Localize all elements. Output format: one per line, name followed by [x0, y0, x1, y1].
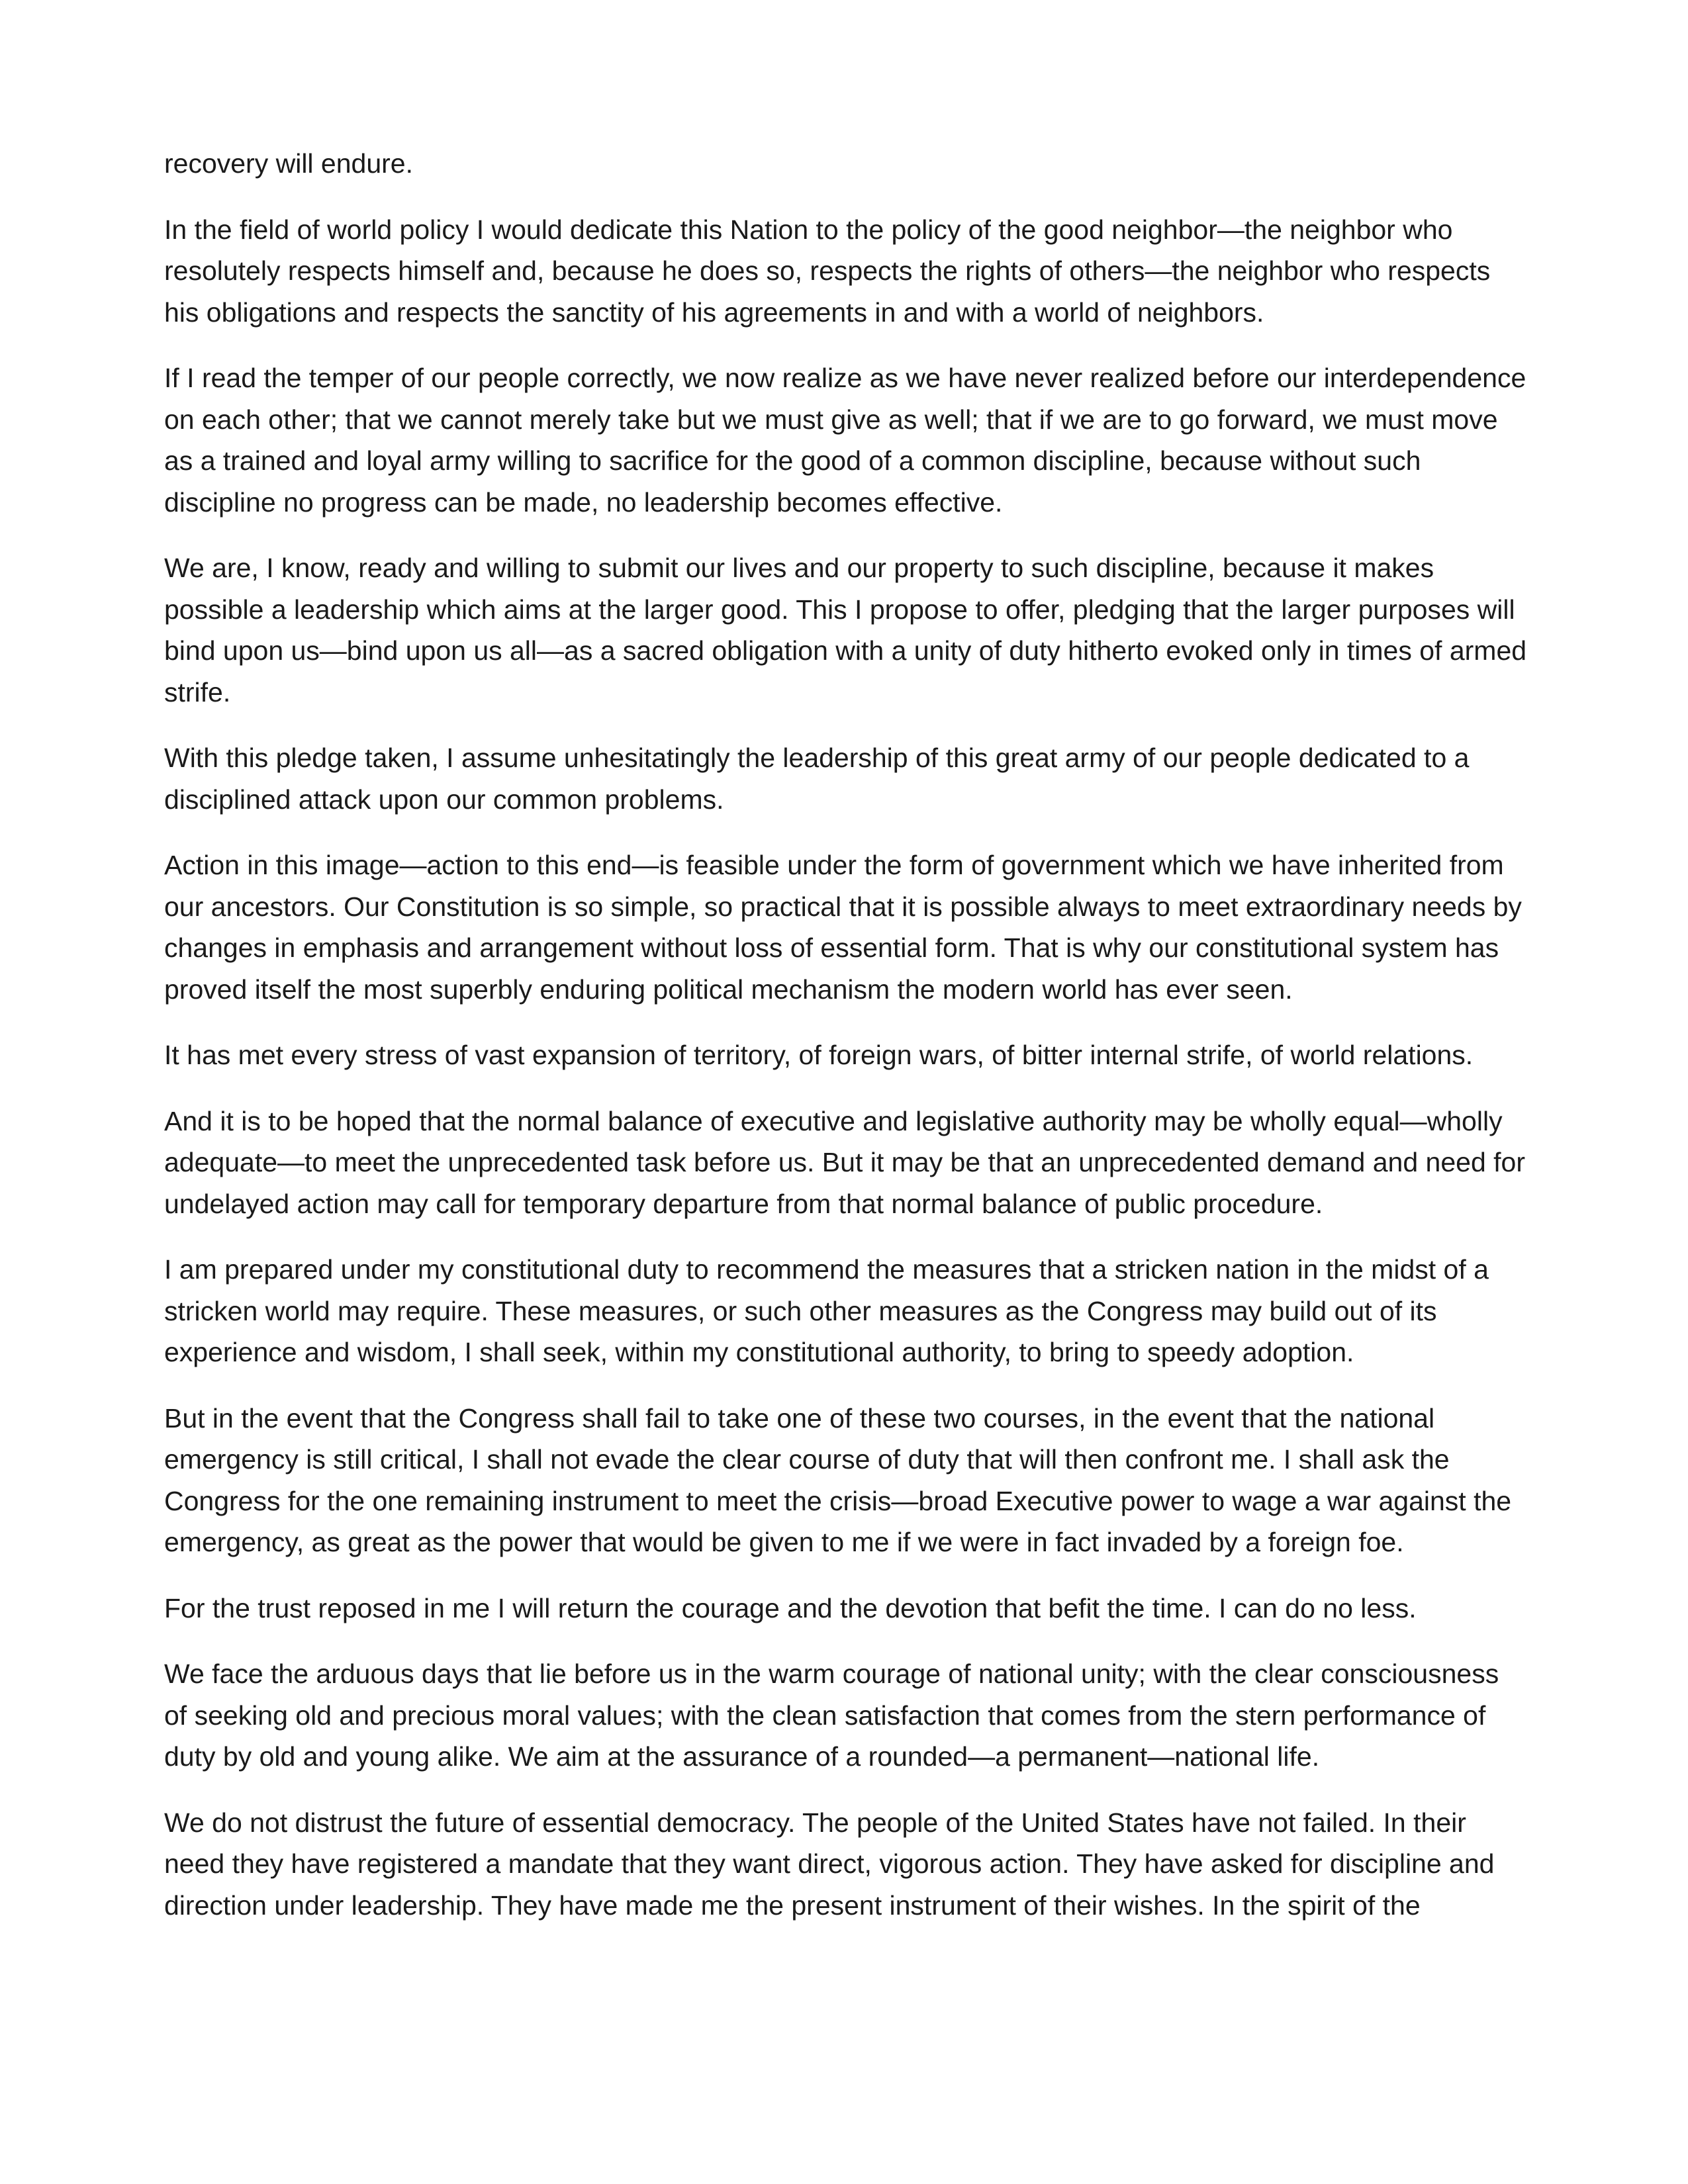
paragraph-1: recovery will endure. — [164, 148, 413, 179]
paragraph-9: I am prepared under my constitutional duty to recommend the measures that a stricken nation in the midst of a stricken world may require. These measures, or such other measures as the Congress may build out of its experience and wisdom, I shall seek, within my constitutional authority, to bring to speedy adoption. — [164, 1254, 1489, 1367]
paragraph-11: For the trust reposed in me I will return the courage and the devotion that befit the time. I can do no less. — [164, 1592, 1417, 1623]
document-body — [164, 143, 1528, 1950]
paragraph-7: It has met every stress of vast expansion of territory, of foreign wars, of bitter internal strife, of world relations. — [164, 1040, 1474, 1070]
paragraph-3: If I read the temper of our people correctly, we now realize as we have never realized before our interdependence on each other; that we cannot merely take but we must give as well; that if we are to go forward, we must move as a trained and loyal army willing to sacrifice for the good of a common discipline, because without such discipline no progress can be made, no leadership becomes effective. — [164, 363, 1526, 518]
paragraph-8: And it is to be hoped that the normal balance of executive and legislative authority may be wholly equal—wholly adequate—to meet the unprecedented task before us. But it may be that an unprecedented demand and need for undelayed action may call for temporary departure from that normal balance of public procedure. — [164, 1105, 1525, 1219]
paragraph-4: We are, I know, ready and willing to submit our lives and our property to such discipline, because it makes possible a leadership which aims at the larger good. This I propose to offer, pledging that the larger purposes will bind upon us—bind upon us all—as a sacred obligation with a unity of duty hitherto evoked only in times of armed strife. — [164, 553, 1527, 707]
paragraph-12: We face the arduous days that lie before us in the warm courage of national unity; with the clear consciousness of seeking old and precious moral values; with the clean satisfaction that comes from the stern performance of duty by old and young alike. We aim at the assurance of a rounded—a permanent—national life. — [164, 1659, 1499, 1772]
paragraph-13: We do not distrust the future of essential democracy. The people of the United States have not failed. In their need they have registered a mandate that they want direct, vigorous action. They have asked for discipline and direction under leadership. They have made me the present instrument of their wishes. In the spirit of the — [164, 1807, 1495, 1921]
paragraph-6: Action in this image—action to this end—is feasible under the form of government which we have inherited from our ancestors. Our Constitution is so simple, so practical that it is possible always to meet extraordinary needs by changes in emphasis and arrangement without loss of essential form. That is why our constitutional system has proved itself the most superbly enduring political mechanism the modern world has ever seen. — [164, 850, 1522, 1005]
paragraph-5: With this pledge taken, I assume unhesitatingly the leadership of this great army of our people dedicated to a disciplined attack upon our common problems. — [164, 743, 1470, 815]
paragraph-10: But in the event that the Congress shall fail to take one of these two courses, in the event that the national emergency is still critical, I shall not evade the clear course of duty that will then confront me. I shall ask the Congress for the one remaining instrument to meet the crisis—broad Executive power to wage a war against the emergency, as great as the power that would be given to me if we were in fact invaded by a foreign foe. — [164, 1402, 1512, 1557]
paragraph-2: In the field of world policy I would dedicate this Nation to the policy of the good neighbor—the neighbor who resolutely respects himself and, because he does so, respects the rights of others—the neighbor who respects his obligations and respects the sanctity of his agreements in and with a world of neighbors. — [164, 214, 1491, 328]
